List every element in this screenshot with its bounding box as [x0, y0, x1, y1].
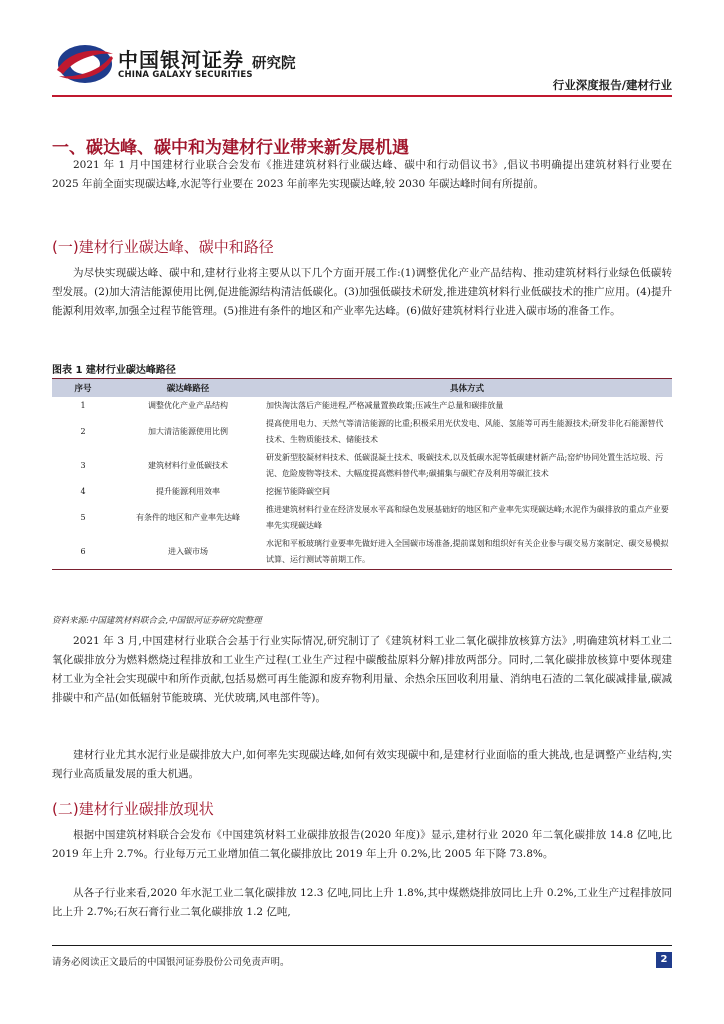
table-header-row	[52, 379, 672, 397]
galaxy-logo-icon	[55, 40, 115, 88]
row-path: 有条件的地区和产业率先达峰	[136, 512, 240, 522]
subsection1-paragraph-1: 为尽快实现碳达峰、碳中和,建材行业将主要从以下几个方面开展工作:(1)调整优化产业产品结构、推动建筑材料行业绿色低碳转型发展。(2)加大清洁能源使用比例,促进能源结构清洁低碳化。(3)加强低碳技术研发,推进建筑材料行业低碳技术的推广应用。(4)提升能源利用效率,加强全过程节能管理。(5)推进有条件的地区和产业率先达峰。(6)做好建筑材料行业进入碳市场的准备工作。	[52, 267, 672, 317]
table-header-cell: 序号	[52, 379, 114, 397]
footer-disclaimer: 请务必阅读正文最后的中国银河证券股份公司免责声明。	[52, 957, 290, 968]
table-title: 图表 1 建材行业碳达峰路径	[52, 365, 176, 376]
subsection-title-1: (一)建材行业碳达峰、碳中和路径	[52, 238, 274, 256]
row-path: 进入碳市场	[114, 535, 262, 570]
row-number: 4	[80, 486, 86, 496]
brand-name-cn: 中国银河证券	[118, 48, 244, 72]
row-number: 2	[80, 426, 86, 436]
footer-divider	[52, 945, 672, 946]
table-header-cell: 碳达峰路径	[114, 379, 262, 397]
report-type: 行业深度报告/建材行业	[552, 78, 672, 92]
subsection2-paragraph-1: 根据中国建筑材料联合会发布《中国建筑材料工业碳排放报告(2020 年度)》显示,建材行业 2020 年二氧化碳排放 14.8 亿吨,比 2019 年上升 2.7%。行业每万元工业增加值二氧化碳排放比 2019 年上升 0.2%,比 2005 年下降 73.8%。	[52, 829, 672, 860]
row-method: 加快淘汰落后产能进程,严格减量置换政策;压减生产总量和碳排放量	[266, 400, 504, 410]
row-method: 研发新型胶凝材料技术、低碳混凝土技术、吸碳技术,以及低碳水泥等低碳建材新产品;窑炉协同处置生活垃圾、污泥、危险废物等技术、大幅度提高燃料替代率;碳捕集与碳贮存及利用等碳汇技术	[266, 452, 664, 478]
table-header-cell: 具体方式	[262, 379, 672, 397]
subsection2-paragraph-2: 从各子行业来看,2020 年水泥工业二氧化碳排放 12.3 亿吨,同比上升 1.8%,其中煤燃烧排放同比上升 0.2%,工业生产过程排放同比上升 2.7%;石灰石膏行业二氧化碳排放 1.2 亿吨,	[52, 887, 672, 918]
page-number: 2	[656, 952, 672, 968]
company-logo	[55, 40, 115, 88]
row-path: 建筑材料行业低碳技术	[148, 460, 228, 470]
table-row	[52, 415, 672, 449]
subsection1-paragraph-2: 2021 年 3 月,中国建材行业联合会基于行业实际情况,研究制订了《建筑材料工业二氧化碳排放核算方法》,明确建筑材料工业二氧化碳排放分为燃料燃烧过程排放和工业生产过程(工业生产过程中碳酸盐原料分解)排放两部分。同时,二氧化碳排放核算中要体现建材工业为全社会实现碳中和所作贡献,包括易燃可再生能源和废弃物利用量、余热余压回收利用量、消纳电石渣的二氧化碳减排量,碳减排碳中和产品(如低辐射节能玻璃、光伏玻璃,风电部件等)。	[52, 635, 672, 704]
row-method: 挖掘节能降碳空间	[266, 486, 330, 496]
row-number: 5	[80, 512, 86, 522]
table-source: 资料来源:中国建筑材料联合会,中国银河证券研究院整理	[52, 616, 262, 626]
row-method: 提高使用电力、天然气等清洁能源的比重;积极采用光伏发电、风能、氢能等可再生能源技术;研发非化石能源替代技术、生物质能技术、储能技术	[266, 418, 664, 444]
brand-name-en: CHINA GALAXY SECURITIES	[118, 70, 253, 80]
row-number: 6	[52, 535, 114, 570]
row-path: 调整优化产业产品结构	[148, 400, 228, 410]
table-row	[52, 449, 672, 483]
section-intro: 2021 年 1 月中国建材行业联合会发布《推进建筑材料行业碳达峰、碳中和行动倡议书》,倡议书明确提出建筑材料行业要在 2025 年前全面实现碳达峰,水泥等行业要在 2023 年前率先实现碳达峰,较 2030 年碳达峰时间有所提前。	[52, 159, 672, 190]
section-title: 一、碳达峰、碳中和为建材行业带来新发展机遇	[52, 138, 409, 158]
row-path: 加大清洁能源使用比例	[148, 426, 228, 436]
subsection-title-2: (二)建材行业碳排放现状	[52, 800, 214, 818]
header-divider	[52, 95, 672, 97]
table-row	[52, 483, 672, 501]
row-method: 水泥和平板玻璃行业要率先做好进入全国碳市场准备,提前谋划和组织好有关企业参与碳交易方案制定、碳交易模拟试算、运行测试等前期工作。	[262, 535, 672, 570]
data-table	[52, 378, 672, 570]
row-path: 提升能源利用效率	[156, 486, 220, 496]
row-number: 3	[80, 460, 86, 470]
table-row	[52, 397, 672, 415]
row-number: 1	[80, 400, 86, 410]
subsection1-paragraph-3: 建材行业尤其水泥行业是碳排放大户,如何率先实现碳达峰,如何有效实现碳中和,是建材行业面临的重大挑战,也是调整产业结构,实现行业高质量发展的重大机遇。	[52, 749, 672, 780]
brand-institute: 研究院	[252, 56, 296, 72]
row-method: 推进建筑材料行业在经济发展水平高和绿色发展基础好的地区和产业率先实现碳达峰;水泥作为碳排放的重点产业要率先实现碳达峰	[266, 504, 669, 530]
table-row	[52, 535, 672, 570]
table-row	[52, 501, 672, 535]
